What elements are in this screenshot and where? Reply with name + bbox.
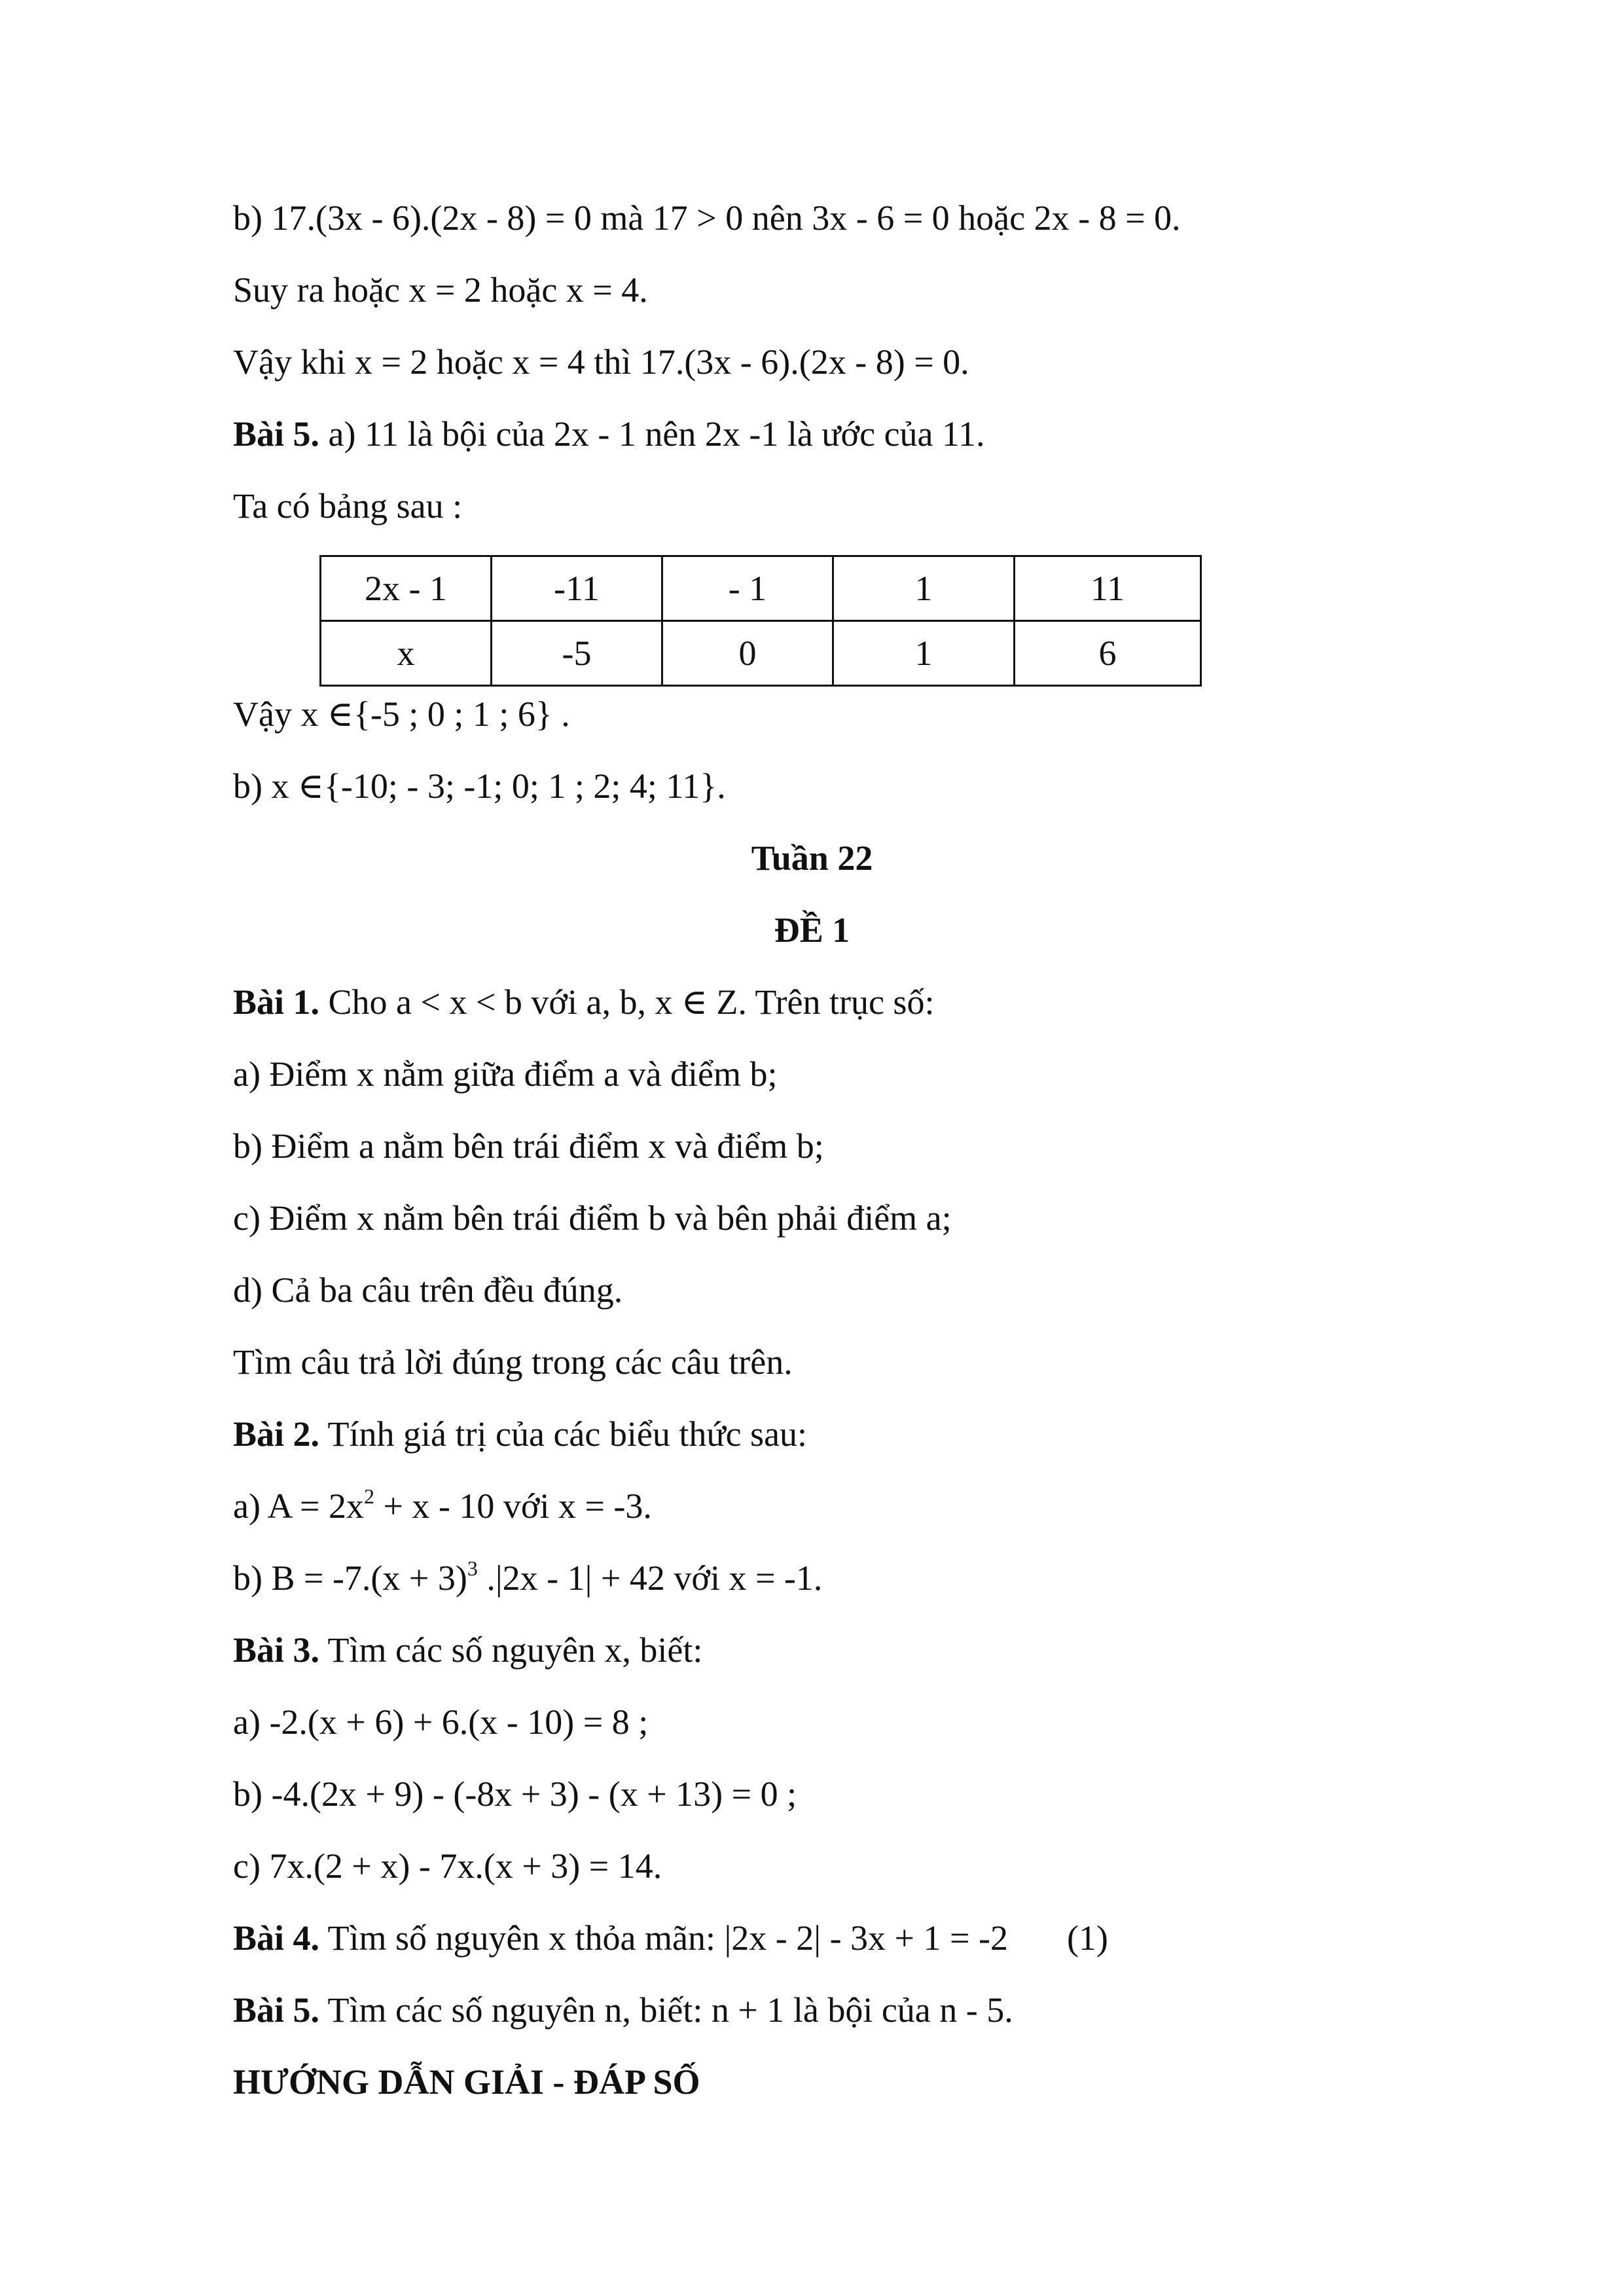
table-cell: 1 [833, 556, 1015, 621]
table-cell: 1 [833, 621, 1015, 686]
exercise-4 [233, 1916, 1108, 1960]
table-cell: -5 [492, 621, 662, 686]
divisor-table [319, 555, 1202, 687]
text-line: Vậy x ∈{-5 ; 0 ; 1 ; 6} . [233, 694, 570, 734]
table-cell: - 1 [662, 556, 833, 621]
text-line: b) 17.(3x - 6).(2x - 8) = 0 mà 17 > 0 nên 3x - 6 = 0 hoặc 2x - 8 = 0. [233, 198, 1181, 238]
guide-heading: HƯỚNG DẪN GIẢI - ĐÁP SỐ [233, 2062, 700, 2102]
week-heading: Tuần 22 [751, 838, 873, 878]
exercise-5 [233, 1988, 1013, 2032]
exercise-text: Tính giá trị của các biểu thức sau: [319, 1414, 808, 1454]
exercise-text: a) 11 là bội của 2x - 1 nên 2x -1 là ước của 11. [319, 414, 985, 454]
exercise-2 [233, 1412, 807, 1456]
text-line: a) Điểm x nằm giữa điểm a và điểm b; [233, 1054, 778, 1094]
text-line: c) Điểm x nằm bên trái điểm b và bên phải điểm a; [233, 1198, 952, 1238]
text-line: c) 7x.(2 + x) - 7x.(x + 3) = 14. [233, 1846, 662, 1886]
exercise-1 [233, 980, 934, 1024]
text-line: b) -4.(2x + 9) - (-8x + 3) - (x + 13) = 0 ; [233, 1774, 797, 1814]
exercise-label: Bài 3. [233, 1630, 320, 1670]
exercise-label: Bài 5. [233, 1990, 320, 2030]
exercise-3 [233, 1628, 702, 1672]
text-line: a) -2.(x + 6) + 6.(x - 10) = 8 ; [233, 1702, 649, 1742]
table-cell: -11 [492, 556, 662, 621]
exercise-text: Tìm các số nguyên n, biết: n + 1 là bội của n - 5. [319, 1990, 1013, 2030]
table-cell: 2x - 1 [321, 556, 492, 621]
text-line: Vậy khi x = 2 hoặc x = 4 thì 17.(3x - 6).(2x - 8) = 0. [233, 342, 969, 382]
text-line: Suy ra hoặc x = 2 hoặc x = 4. [233, 270, 648, 310]
exercise-text: Tìm các số nguyên x, biết: [319, 1630, 703, 1670]
table-cell: 6 [1015, 621, 1201, 686]
text-line: Ta có bảng sau : [233, 486, 463, 526]
table-cell: 0 [662, 621, 833, 686]
table-cell: x [321, 621, 492, 686]
exercise-label: Bài 2. [233, 1414, 320, 1454]
exercise-label: Bài 5. [233, 414, 320, 454]
text-line: b) $B = -7.(x + 3)^3$ .|2x - 1| + 42 với x = -1. [233, 1556, 823, 1598]
equation-tag: (1) [1066, 1918, 1108, 1958]
exercise-text: Tìm số nguyên x thỏa mãn: |2x - 2| - 3x + 1 = -2 [319, 1918, 1008, 1958]
table-row [321, 556, 1201, 621]
exam-heading: ĐỀ 1 [774, 910, 850, 950]
text-line: b) Điểm a nằm bên trái điểm x và điểm b; [233, 1126, 824, 1166]
exercise-text: Cho a < x < b với a, b, x ∈ Z. Trên trục số: [319, 982, 935, 1022]
exercise-label: Bài 4. [233, 1918, 320, 1958]
exercise-label: Bài 1. [233, 982, 320, 1022]
text-line: b) x ∈{-10; - 3; -1; 0; 1 ; 2; 4; 11}. [233, 766, 726, 806]
table-row [321, 621, 1201, 686]
text-line [233, 412, 985, 456]
text-line: a) $A = 2x^2 + x - 10$ với x = -3. [233, 1484, 652, 1526]
table-cell: 11 [1015, 556, 1201, 621]
text-line: d) Cả ba câu trên đều đúng. [233, 1270, 623, 1310]
text-line: Tìm câu trả lời đúng trong các câu trên. [233, 1342, 793, 1382]
